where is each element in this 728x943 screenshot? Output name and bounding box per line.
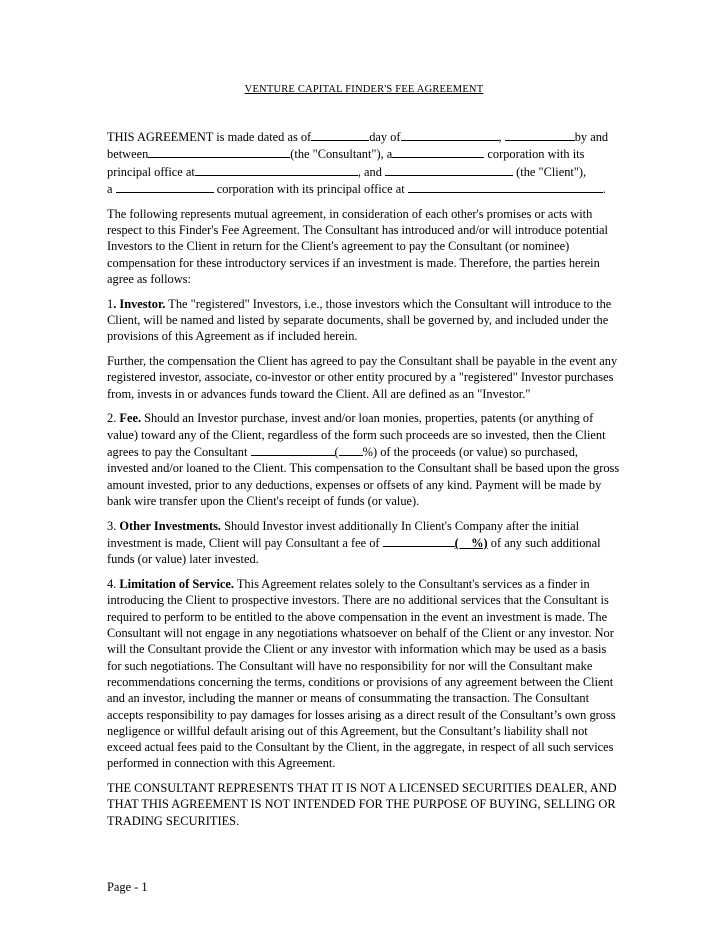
section-text: of any such additional funds (or value) later invested. bbox=[107, 536, 601, 567]
intro-text: THIS AGREEMENT is made dated as of bbox=[107, 130, 312, 144]
section-number: 4. bbox=[107, 577, 120, 592]
consultant-address-blank bbox=[195, 163, 358, 176]
document-title bbox=[0, 84, 728, 95]
section-text: ( bbox=[334, 445, 339, 460]
intro-paragraph bbox=[107, 128, 622, 197]
fee-amount-blank bbox=[251, 443, 335, 456]
section-text: This Agreement relates solely to the Consultant's services as a finder in introducing the Client to prospective investors. There are no additional services that the Consultant is required to perform to be entitled to the above compensation in the event an investment is made. The Consultant will not engage in any negotiations whatsoever on behalf of the Client or any investor. Nor will the Consultant provide the Client or any investor with information which may be used as a basis for such negotiations. The Consultant will have no responsibility for nor will the Consultant make recommendations concerning the terms, conditions or provisions of any agreement between the Client and an investor, including the manner or means of consummating the transaction. The Consultant accepts responsibility to pay damages for losses arising as a direct result of the Consultant’s own gross negligence or willful default arising out of this Agreement, but the Consultant’s liability shall not exceed actual fees paid to the Consultant by the Client, in the aggregate, in respect of all such services performed in connection with this Agreement. bbox=[107, 577, 616, 771]
section-heading: Fee. bbox=[119, 411, 142, 426]
date-blank bbox=[311, 128, 369, 141]
month-blank bbox=[401, 128, 499, 141]
disclaimer-paragraph: THE CONSULTANT REPRESENTS THAT IT IS NOT A LICENSED SECURITIES DEALER, AND THAT THIS AGREEMENT IS NOT INTENDED FOR THE PURPOSE OF BUYING, SELLING OR TRADING SECURITIES. bbox=[107, 781, 617, 828]
section-number: 2. bbox=[107, 411, 120, 426]
preamble-paragraph: The following represents mutual agreement, in consideration of each other's promises or acts with respect to this Finder's Fee Agreement. The Consultant has introduced and/or will introduce potential Investors to the Client in return for the Client's agreement to pay the Consultant (or nominee) compensation for these introductory services if an investment is made. Therefore, the parties herein agree as follows: bbox=[107, 206, 608, 286]
section-1-paragraph bbox=[107, 296, 622, 345]
intro-text: (the "Consultant"), a bbox=[290, 147, 393, 162]
client-address-blank bbox=[408, 180, 603, 193]
intro-text: corporation with its principal office at bbox=[216, 181, 405, 196]
section-text: of the proceeds (or value) so purchased, invested and/or loaned to the Client. This compensation to the Consultant shall be based upon the gross amount invested, prior to any deductions, expenses or offsets of any kind. Payment will be made by bank wire transfer upon the Client's receipt of funds (or value). bbox=[107, 445, 620, 508]
consultant-state-blank bbox=[392, 145, 484, 158]
consultant-name-blank bbox=[148, 145, 290, 158]
section-number: 1 bbox=[107, 296, 114, 311]
year-blank bbox=[505, 128, 575, 141]
intro-text: principal office at bbox=[107, 164, 195, 179]
section-3-paragraph bbox=[107, 518, 622, 568]
section-heading: . Investor. bbox=[113, 296, 166, 311]
intro-text: a bbox=[107, 181, 113, 196]
section-heading: Limitation of Service. bbox=[119, 577, 234, 592]
section-text: The "registered" Investors, i.e., those investors which the Consultant will introduce to the Client, will be named and listed by separate documents, shall be governed by, and included under the provisions of this Agreement as if included herein. bbox=[107, 296, 612, 344]
section-text: Should Investor invest additionally In Client's Company after the initial investment is made, Client will pay Consultant a fee of bbox=[107, 518, 580, 551]
intro-text: . bbox=[602, 181, 606, 196]
additional-fee-blank bbox=[383, 534, 455, 547]
section-number: 3. bbox=[107, 518, 120, 533]
intro-text: by and bbox=[574, 130, 609, 144]
document-body bbox=[107, 128, 622, 838]
title-text: VENTURE CAPITAL FINDER'S FEE AGREEMENT bbox=[244, 84, 484, 95]
client-state-blank bbox=[116, 180, 214, 193]
intro-text: corporation with its bbox=[487, 147, 585, 162]
section-1-continuation: Further, the compensation the Client has agreed to pay the Consultant shall be payable in the event any registered investor, associate, co-investor or other entity procured by a "registered" Investor purchases from, invests in or advances funds toward the Client. All are defined as an "Investor." bbox=[107, 354, 618, 401]
section-4-paragraph bbox=[107, 576, 622, 772]
fee-percent-blank bbox=[339, 443, 363, 456]
section-heading: Other Investments. bbox=[119, 518, 222, 533]
intro-text: day of bbox=[369, 130, 401, 144]
intro-text: between bbox=[107, 147, 149, 162]
section-text: Should an Investor purchase, invest and/or loan monies, properties, patents (or anything of value) toward any of the Client, regardless of the form such proceeds are so invested, then the Client agrees to pay the Consultant bbox=[107, 411, 606, 460]
page-number: Page - 1 bbox=[107, 880, 148, 894]
intro-text: , bbox=[498, 130, 502, 144]
section-text: %) bbox=[362, 445, 378, 460]
intro-text: , and bbox=[357, 164, 382, 179]
client-name-blank bbox=[385, 163, 513, 176]
additional-fee-percent: ( %) bbox=[454, 536, 488, 551]
section-2-paragraph bbox=[107, 410, 622, 509]
intro-text: (the "Client"), bbox=[516, 164, 587, 179]
